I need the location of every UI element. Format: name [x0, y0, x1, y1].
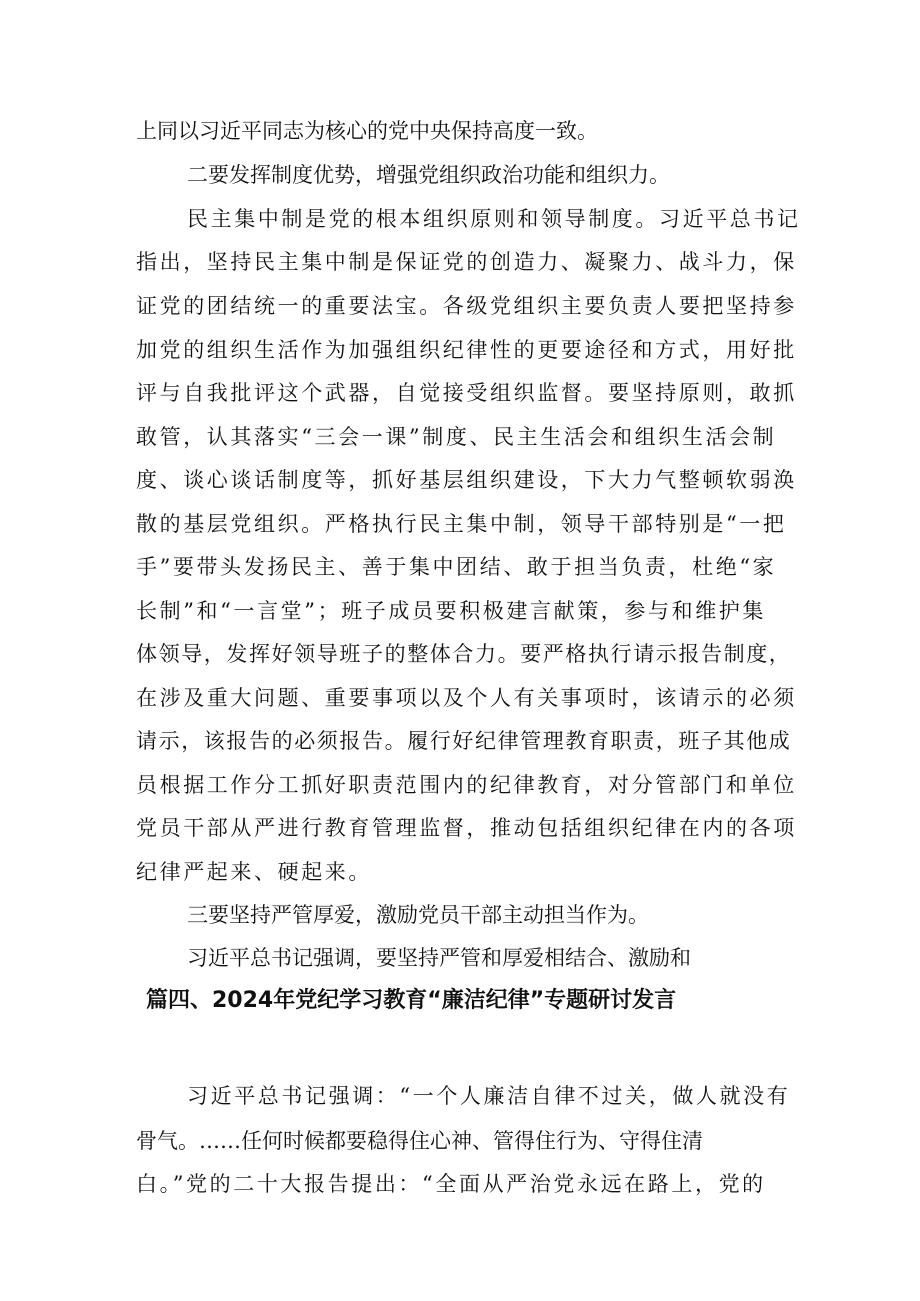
subheading-line: 二要发挥制度优势，增强党组织政治功能和组织力。 [187, 163, 670, 187]
paragraph-line: 加党的组织生活作为加强组织纪律性的更要途径和方式，用好批 [136, 338, 797, 362]
paragraph-line: 度、谈心谈话制度等，抓好基层组织建设，下大力气整顿软弱涣 [136, 468, 797, 492]
paragraph-line: 手”要带头发扬民主、善于集中团结、敢于担当负责，杜绝“家 [136, 555, 777, 579]
section-heading: 篇四、2024年党纪学习教育“廉洁纪律”专题研讨发言 [146, 988, 677, 1013]
paragraph-line: 党员干部从严进行教育管理监督，推动包括组织纪律在内的各项 [136, 816, 797, 840]
paragraph-line: 上同以习近平同志为核心的党中央保持高度一致。 [136, 119, 598, 143]
paragraph-line: 请示，该报告的必须报告。履行好纪律管理教育职责，班子其他成 [136, 729, 792, 753]
paragraph-line: 评与自我批评这个武器，自觉接受组织监督。要坚持原则，敢抓 [136, 381, 797, 405]
paragraph-line: 证党的团结统一的重要法宝。各级党组织主要负责人要把坚持参 [136, 294, 797, 318]
paragraph-line: 散的基层党组织。严格执行民主集中制，领导干部特别是“一把 [136, 512, 787, 536]
paragraph-line: 长制”和“一言堂”；班子成员要积极建言献策，参与和维护集 [136, 599, 767, 623]
paragraph-line: 员根据工作分工抓好职责范围内的纪律教育，对分管部门和单位 [136, 773, 797, 797]
paragraph-line: 敢管，认其落实“三会一课”制度、民主生活会和组织生活会制 [136, 425, 777, 449]
paragraph-line: 纪律严起来、硬起来。 [136, 860, 372, 884]
paragraph-line: 习近平总书记强调，要坚持严管和厚爱相结合、激励和 [187, 946, 691, 970]
paragraph-line: 体领导，发挥好领导班子的整体合力。要严格执行请示报告制度， [136, 642, 792, 666]
paragraph-line: 民主集中制是党的根本组织原则和领导制度。习近平总书记 [187, 207, 801, 231]
paragraph-line: 骨气。……任何时候都要稳得住心神、管得住行为、守得住清 [136, 1129, 703, 1153]
paragraph-line: 指出，坚持民主集中制是保证党的创造力、凝聚力、战斗力，保 [136, 250, 797, 274]
subheading-line: 三要坚持严管厚爱，激励党员干部主动担当作为。 [187, 903, 649, 927]
paragraph-line: 在涉及重大问题、重要事项以及个人有关事项时，该请示的必须 [136, 686, 797, 710]
paragraph-line: 白。”党的二十大报告提出：“全面从严治党永远在路上，党的 [136, 1172, 766, 1196]
paragraph-line: 习近平总书记强调：“一个人廉洁自律不过关，做人就没有 [187, 1084, 791, 1108]
